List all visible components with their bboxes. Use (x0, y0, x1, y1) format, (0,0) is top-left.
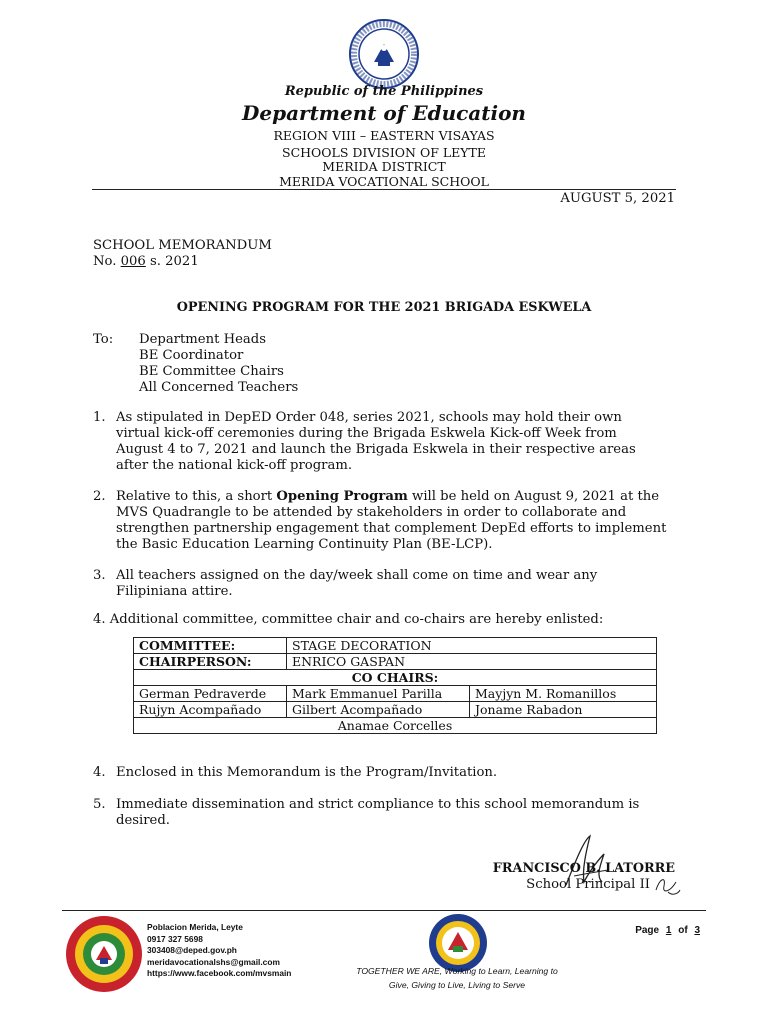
paragraph-6 (116, 797, 675, 829)
opening-program-emphasis: Opening Program (276, 489, 408, 504)
address-text: Poblacion Merida, Leyte (147, 922, 243, 932)
table-cell: Mark Emmanuel Parilla (287, 686, 470, 702)
recipient: All Concerned Teachers (139, 380, 299, 395)
footer-divider (62, 910, 706, 911)
memo-number (93, 254, 199, 270)
email-link[interactable]: 303408@deped.gov.ph (147, 945, 237, 955)
committee-label: COMMITTEE: (134, 638, 287, 654)
table-cell: Anamae Corcelles (134, 718, 657, 734)
memo-date: AUGUST 5, 2021 (560, 191, 675, 206)
paragraph-line: Immediate dissemination and strict compliance to this school memorandum is (116, 797, 640, 812)
paragraph-1-number: 1. (93, 410, 106, 425)
paragraph-text: Relative to this, a short (116, 489, 277, 504)
motto-line: TOGETHER WE ARE, Working to Learn, Learning to (356, 966, 558, 976)
to-recipients (139, 332, 298, 396)
motto-line: Give, Giving to Live, Living to Serve (388, 980, 526, 990)
facebook-link[interactable]: https://www.facebook.com/mvsmain (147, 968, 292, 978)
paragraph-line: desired. (116, 813, 170, 828)
recipient: BE Committee Chairs (139, 364, 284, 379)
paragraph-1 (116, 410, 675, 474)
school-logo (64, 914, 144, 994)
table-row (134, 686, 657, 702)
table-cell: German Pedraverde (134, 686, 287, 702)
paragraph-5-number: 4. (93, 765, 106, 780)
memo-number-suffix: s. 2021 (145, 254, 199, 269)
memo-type: SCHOOL MEMORANDUM (93, 238, 272, 253)
paragraph-2 (116, 489, 675, 553)
paragraph-line: August 4 to 7, 2021 and launch the Brigada Eskwela in their respective areas (116, 442, 636, 457)
table-row (134, 638, 657, 654)
page-of: of (675, 925, 691, 936)
memo-title: OPENING PROGRAM FOR THE 2021 BRIGADA ESKWELA (176, 300, 592, 315)
committee-value: STAGE DECORATION (287, 638, 657, 654)
phone-text: 0917 327 5698 (147, 933, 203, 944)
signatory-name: FRANCISCO B. LATORRE (492, 861, 675, 876)
co-chairs-label: CO CHAIRS: (134, 670, 657, 686)
division-line: SCHOOLS DIVISION OF LEYTE (282, 145, 486, 160)
paragraph-line: All teachers assigned on the day/week shall come on time and wear any (116, 568, 598, 583)
table-row (134, 718, 657, 734)
paragraph-6-number: 5. (93, 797, 106, 812)
paragraph-3 (116, 568, 675, 600)
paragraph-3-number: 3. (93, 568, 106, 583)
committee-table (133, 637, 657, 734)
page-label: Page (635, 925, 662, 936)
paragraph-text: will be held on August 9, 2021 at the (407, 489, 660, 504)
page-total: 3 (694, 925, 700, 936)
region-line: REGION VIII – EASTERN VISAYAS (273, 128, 495, 143)
recipient: BE Coordinator (139, 348, 244, 363)
paragraph-5: Enclosed in this Memorandum is the Program/Invitation. (116, 765, 498, 780)
header-divider (92, 189, 676, 190)
paragraph-line: the Basic Education Learning Continuity Plan (BE-LCP). (116, 537, 493, 552)
to-label: To: (93, 332, 114, 347)
table-cell: Rujyn Acompañado (134, 702, 287, 718)
table-row (134, 670, 657, 686)
page-number: 1 (665, 925, 672, 936)
paragraph-line: strengthen partnership engagement that complement DepEd efforts to implement (116, 521, 667, 536)
memo-number-prefix: No. (93, 254, 121, 269)
table-cell: Joname Rabadon (470, 702, 657, 718)
memo-number-value: 006 (120, 254, 146, 269)
paragraph-line (116, 489, 675, 505)
footer-contact (147, 922, 291, 980)
republic-line: Republic of the Philippines (284, 84, 484, 99)
chairperson-value: ENRICO GASPAN (287, 654, 657, 670)
chairperson-label: CHAIRPERSON: (134, 654, 287, 670)
paragraph-line: MVS Quadrangle to be attended by stakeholders in order to collaborate and (116, 505, 627, 520)
initials-mark (652, 872, 682, 898)
paragraph-line: As stipulated in DepED Order 048, series 2021, schools may hold their own (116, 410, 622, 425)
page-indicator (630, 914, 704, 936)
school-line: MERIDA VOCATIONAL SCHOOL (279, 174, 489, 189)
paragraph-line: virtual kick-off ceremonies during the Brigada Eskwela Kick-off Week from (116, 426, 617, 441)
deped-seal (348, 18, 420, 90)
table-cell: Gilbert Acompañado (287, 702, 470, 718)
department-name: Department of Education (242, 101, 526, 125)
signatory-position: School Principal II (526, 877, 650, 892)
school-motto (338, 964, 576, 992)
table-cell: Mayjyn M. Romanillos (470, 686, 657, 702)
paragraph-line: Filipiniana attire. (116, 584, 233, 599)
paragraph-line: after the national kick-off program. (116, 458, 353, 473)
table-row (134, 654, 657, 670)
district-line: MERIDA DISTRICT (322, 159, 446, 174)
paragraph-4: 4. Additional committee, committee chair and co-chairs are hereby enlisted: (93, 612, 604, 627)
recipient: Department Heads (139, 332, 266, 347)
table-row (134, 702, 657, 718)
paragraph-2-number: 2. (93, 489, 106, 504)
email-link[interactable]: meridavocationalshs@gmail.com (147, 956, 280, 967)
